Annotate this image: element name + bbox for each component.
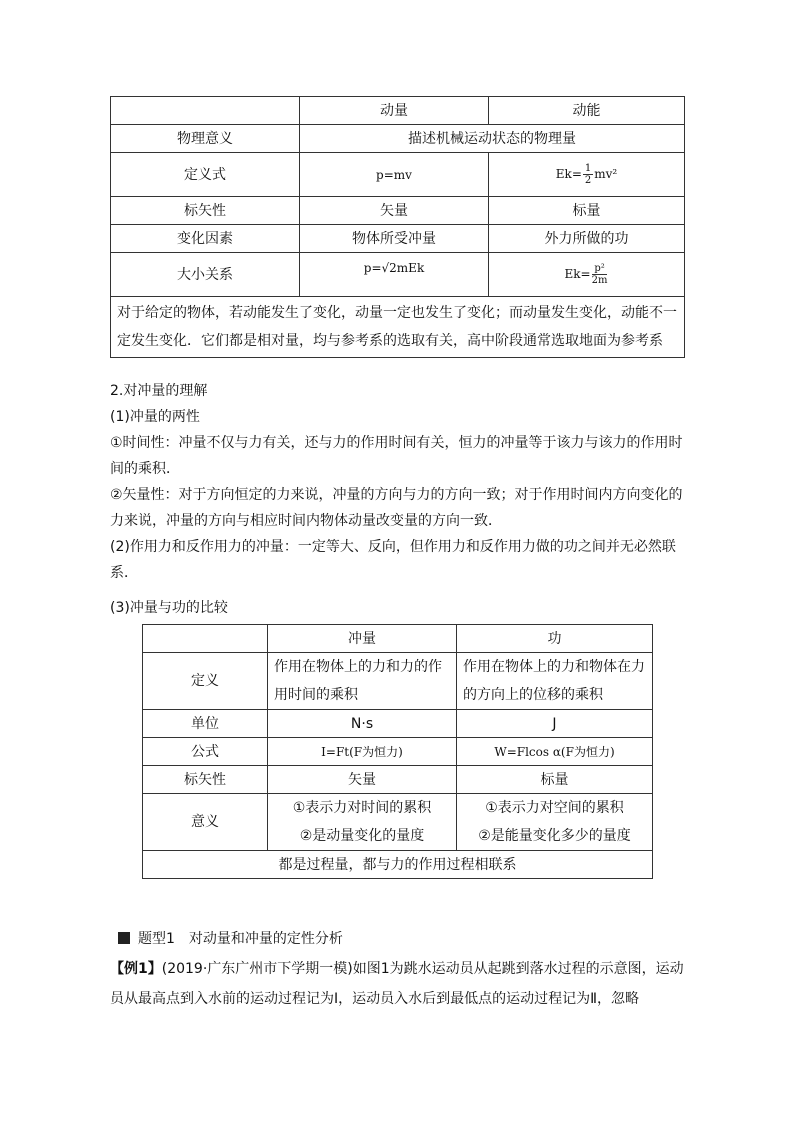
row-label-change-factor: 变化因素 [111,225,300,253]
mv2-suffix: mv² [594,167,618,181]
topic-heading [118,928,343,948]
subsection-impulse-work-comparison: (3)冲量与功的比较 [110,600,228,616]
momentum-definition-formula: p=mv [300,153,489,197]
row-label-magnitude-relation: 大小关系 [111,253,300,297]
work-unit: J [457,710,653,738]
physical-meaning-value: 描述机械运动状态的物理量 [300,125,685,153]
section2-title: 2.对冲量的理解 [110,383,208,399]
momentum-change-factor: 物体所受冲量 [300,225,489,253]
kinetic-energy-scalar: 标量 [489,197,685,225]
ek-prefix-2: Ek= [564,267,591,281]
example-paragraph [110,954,690,1014]
table1-header-momentum: 动量 [300,97,489,125]
row-label-scalar-vector-2: 标矢性 [143,766,268,794]
work-formula: W=Flcos α(F为恒力) [457,738,653,766]
example-tag: 【例1】 [110,961,162,977]
table1-header-empty [111,97,300,125]
table2-header-empty [143,625,268,653]
impulse-significance-line2: ②是动量变化的量度 [299,828,425,844]
kinetic-energy-magnitude-formula [489,253,685,297]
half-fraction [583,163,593,186]
work-scalar: 标量 [457,766,653,794]
impulse-formula: I=Ft(F为恒力) [268,738,457,766]
table2-note: 都是过程量，都与力的作用过程相联系 [143,851,653,879]
fraction-denominator: 2 [584,175,592,186]
topic-label: 题型1 对动量和冲量的定性分析 [138,931,343,947]
table2-header-impulse: 冲量 [268,625,457,653]
impulse-definition: 作用在物体上的力和力的作用时间的乘积 [268,653,457,710]
vector-property-paragraph: ②矢量性：对于方向恒定的力来说，冲量的方向与力的方向一致；对于作用时间内方向变化的力来说，冲量的方向与相应时间内物体动量改变量的方向一致． [110,487,683,529]
fraction-numerator: 1 [584,163,592,174]
kinetic-energy-definition-formula [489,153,685,197]
ek-prefix: Ek= [555,167,582,181]
square-bullet-icon [118,932,130,944]
kinetic-energy-change-factor: 外力所做的功 [489,225,685,253]
row-label-scalar-vector: 标矢性 [111,197,300,225]
row-label-unit: 单位 [143,710,268,738]
row-label-definition: 定义式 [111,153,300,197]
row-label-definition-2: 定义 [143,653,268,710]
table1-note: 对于给定的物体，若动能发生了变化，动量一定也发生了变化；而动量发生变化，动能不一定发生变化．它们都是相对量，均与参考系的选取有关，高中阶段通常选取地面为参考系 [111,297,685,358]
action-reaction-paragraph: (2)作用力和反作用力的冲量：一定等大、反向，但作用力和反作用力做的功之间并无必然联系． [110,539,676,581]
table2-header-work: 功 [457,625,653,653]
momentum-magnitude-formula: p=√2mEk [300,253,489,297]
impulse-unit: N·s [268,710,457,738]
row-label-physical-meaning: 物理意义 [111,125,300,153]
work-significance-line1: ①表示力对空间的累积 [485,800,624,816]
momentum-vector: 矢量 [300,197,489,225]
fraction-denominator-2: 2m [591,275,608,286]
subsection-two-properties: (1)冲量的两性 [110,409,200,425]
impulse-work-table [142,624,653,879]
row-label-formula: 公式 [143,738,268,766]
row-label-significance: 意义 [143,794,268,851]
work-significance-line2: ②是能量变化多少的量度 [478,828,631,844]
impulse-significance-line1: ①表示力对时间的累积 [292,800,432,816]
impulse-vector: 矢量 [268,766,457,794]
p2-over-2m-fraction [592,263,608,286]
impulse-significance [268,794,457,851]
table1-header-kinetic-energy: 动能 [489,97,685,125]
work-significance [457,794,653,851]
time-property-paragraph: ①时间性：冲量不仅与力有关，还与力的作用时间有关，恒力的冲量等于该力与该力的作用时间的乘积． [110,435,683,477]
work-definition: 作用在物体上的力和物体在力的方向上的位移的乘积 [457,653,653,710]
momentum-kinetic-energy-table [110,96,685,358]
fraction-numerator-2: p² [592,263,608,275]
example-text: (2019·广东广州市下学期一模)如图1为跳水运动员从起跳到落水过程的示意图，运动员从最高点到入水前的运动过程记为Ⅰ，运动员入水后到最低点的运动过程记为Ⅱ，忽略 [110,961,684,1007]
